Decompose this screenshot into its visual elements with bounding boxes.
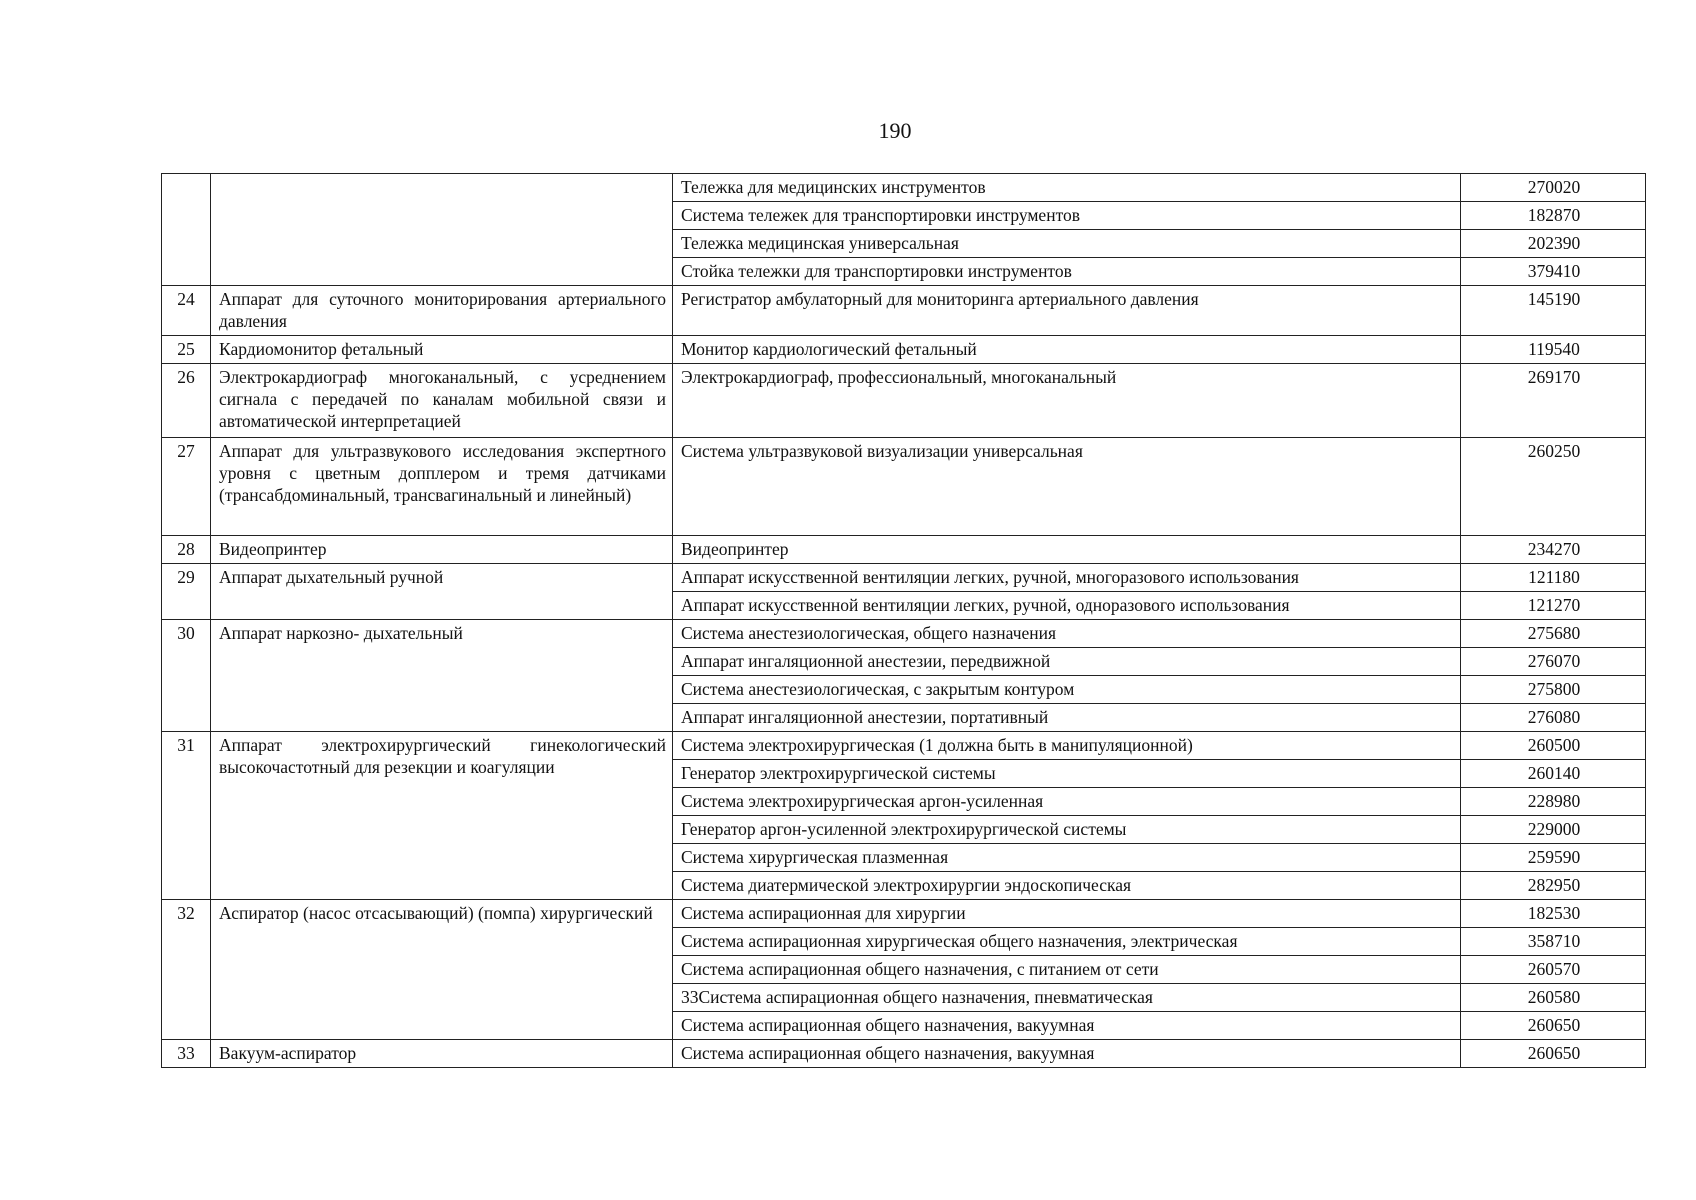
item-code: 260650 [1461,1040,1646,1068]
item-code: 145190 [1461,286,1646,336]
item-description: Аппарат искусственной вентиляции легких, ручной, многоразового использования [673,564,1461,592]
row-number: 25 [162,336,211,364]
item-code: 379410 [1461,258,1646,286]
equipment-name: Аппарат для суточного мониторирования артериального давления [211,286,673,336]
item-code: 119540 [1461,336,1646,364]
item-code: 275800 [1461,676,1646,704]
item-description: Аппарат искусственной вентиляции легких, ручной, одноразового использования [673,592,1461,620]
item-description: Система анестезиологическая, общего назначения [673,620,1461,648]
item-description: Система анестезиологическая, с закрытым контуром [673,676,1461,704]
row-number: 32 [162,900,211,1040]
item-code: 259590 [1461,844,1646,872]
item-description: Система ультразвуковой визуализации универсальная [673,438,1461,536]
item-code: 228980 [1461,788,1646,816]
item-description: Аппарат ингаляционной анестезии, портативный [673,704,1461,732]
equipment-name: Аппарат наркозно- дыхательный [211,620,673,732]
item-code: 121270 [1461,592,1646,620]
item-code: 260580 [1461,984,1646,1012]
item-code: 275680 [1461,620,1646,648]
item-description: Генератор электрохирургической системы [673,760,1461,788]
item-description: Монитор кардиологический фетальный [673,336,1461,364]
table-row [162,536,1646,564]
item-description: Система аспирационная общего назначения, с питанием от сети [673,956,1461,984]
item-description: Система электрохирургическая (1 должна быть в манипуляционной) [673,732,1461,760]
item-description: Видеопринтер [673,536,1461,564]
row-number: 30 [162,620,211,732]
table-row [162,336,1646,364]
item-code: 234270 [1461,536,1646,564]
row-number: 29 [162,564,211,620]
item-description: Система аспирационная общего назначения, вакуумная [673,1012,1461,1040]
item-code: 260140 [1461,760,1646,788]
item-description: Система диатермической электрохирургии эндоскопическая [673,872,1461,900]
item-description: Система электрохирургическая аргон-усиленная [673,788,1461,816]
row-number: 24 [162,286,211,336]
row-number [162,174,211,286]
item-code: 260500 [1461,732,1646,760]
item-description: Система тележек для транспортировки инструментов [673,202,1461,230]
item-description: Аппарат ингаляционной анестезии, передвижной [673,648,1461,676]
item-description: Система аспирационная для хирургии [673,900,1461,928]
table-row [162,1040,1646,1068]
row-number: 31 [162,732,211,900]
item-code: 260650 [1461,1012,1646,1040]
equipment-name: Электрокардиограф многоканальный, с усреднением сигнала с передачей по каналам мобильной связи и автоматической интерпретацией [211,364,673,438]
item-code: 282950 [1461,872,1646,900]
equipment-name: Аппарат электрохирургический гинекологический высокочастотный для резекции и коагуляции [211,732,673,900]
equipment-table [161,173,1646,1068]
row-number: 26 [162,364,211,438]
item-description: Система аспирационная общего назначения, вакуумная [673,1040,1461,1068]
equipment-name: Вакуум-аспиратор [211,1040,673,1068]
item-code: 276080 [1461,704,1646,732]
item-description: Электрокардиограф, профессиональный, многоканальный [673,364,1461,438]
equipment-name: Видеопринтер [211,536,673,564]
table-row [162,732,1646,760]
item-code: 202390 [1461,230,1646,258]
table-row [162,564,1646,592]
item-description: Система хирургическая плазменная [673,844,1461,872]
equipment-name: Кардиомонитор фетальный [211,336,673,364]
equipment-name: Аппарат дыхательный ручной [211,564,673,620]
row-number: 28 [162,536,211,564]
item-description: Стойка тележки для транспортировки инструментов [673,258,1461,286]
item-code: 229000 [1461,816,1646,844]
equipment-name: Аппарат для ультразвукового исследования экспертного уровня с цветным допплером и тремя датчиками (трансабдоминальный, трансвагинальный и линейный) [211,438,673,536]
equipment-name [211,174,673,286]
table-body [162,174,1646,1068]
item-code: 358710 [1461,928,1646,956]
item-description: Регистратор амбулаторный для мониторинга артериального давления [673,286,1461,336]
table-row [162,620,1646,648]
table-row [162,438,1646,536]
equipment-name: Аспиратор (насос отсасывающий) (помпа) хирургический [211,900,673,1040]
table-row [162,286,1646,336]
item-code: 182870 [1461,202,1646,230]
item-description: 33Система аспирационная общего назначения, пневматическая [673,984,1461,1012]
item-description: Тележка для медицинских инструментов [673,174,1461,202]
item-description: Генератор аргон-усиленной электрохирургической системы [673,816,1461,844]
item-code: 270020 [1461,174,1646,202]
item-description: Тележка медицинская универсальная [673,230,1461,258]
item-code: 182530 [1461,900,1646,928]
table-row [162,174,1646,202]
item-code: 276070 [1461,648,1646,676]
item-code: 121180 [1461,564,1646,592]
item-description: Система аспирационная хирургическая общего назначения, электрическая [673,928,1461,956]
row-number: 33 [162,1040,211,1068]
table-row [162,364,1646,438]
row-number: 27 [162,438,211,536]
item-code: 269170 [1461,364,1646,438]
item-code: 260570 [1461,956,1646,984]
item-code: 260250 [1461,438,1646,536]
table-row [162,900,1646,928]
page-number: 190 [878,118,912,143]
